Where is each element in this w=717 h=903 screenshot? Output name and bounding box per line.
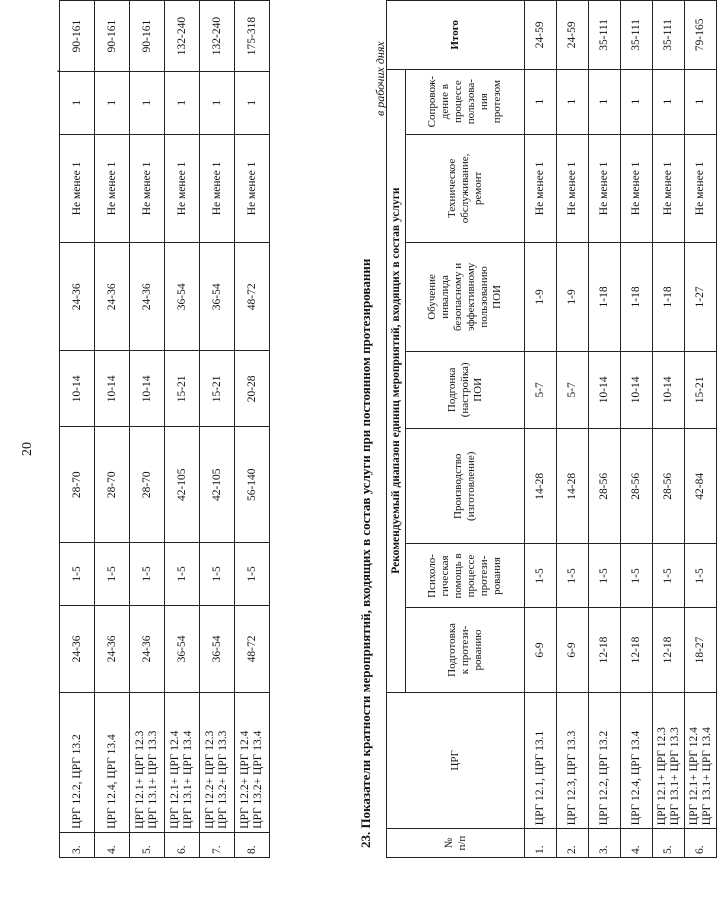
cell-total: 24-59	[557, 1, 589, 70]
cell-prep: 12-18	[653, 608, 685, 692]
crg-line: ЦРГ 12.1+ ЦРГ 12.4	[687, 727, 700, 826]
crg-line: ЦРГ 12.1+ ЦРГ 12.3	[134, 730, 146, 829]
header-prep: Подготовка к протези- рованию	[406, 608, 525, 692]
table-row	[60, 1, 95, 858]
cell-train: 24-36	[95, 243, 130, 351]
cell-num: 5.	[130, 832, 165, 857]
cell-psych: 1-5	[95, 543, 130, 606]
cell-train: 1-27	[685, 243, 717, 351]
cell-total: 90-161	[130, 1, 165, 72]
cell-psych: 1-5	[653, 544, 685, 608]
cell-psych: 1-5	[200, 543, 235, 606]
cell-support: 1	[525, 69, 557, 134]
cell-crg	[525, 692, 557, 829]
cell-crg	[95, 693, 130, 833]
header-production: Производство (изготовление)	[406, 429, 525, 544]
cell-prep: 24-36	[60, 605, 95, 692]
header-support: Сопровож- дение в процессе пользова- ния протезом	[406, 69, 525, 134]
crg-line: ЦРГ 12.4, ЦРГ 13.4	[105, 734, 118, 829]
cell-fit: 10-14	[130, 351, 165, 427]
cell-prep: 36-54	[165, 605, 200, 692]
crg-line: ЦРГ 12.3, ЦРГ 13.3	[566, 730, 578, 826]
cell-psych: 1-5	[685, 544, 717, 608]
header-psych: Психоло- гическая помощь в процессе протези- рования	[406, 544, 525, 608]
cell-num: 5.	[653, 829, 685, 858]
cell-prep: 24-36	[130, 605, 165, 692]
cell-total: 35-111	[621, 1, 653, 70]
header-total: Итого	[387, 1, 525, 70]
cell-prod: 14-28	[557, 429, 589, 544]
cell-fit: 15-21	[165, 351, 200, 427]
cell-prod: 28-70	[95, 427, 130, 543]
cell-train: 48-72	[235, 243, 270, 351]
cell-fit: 10-14	[653, 351, 685, 428]
cell-support: 1	[130, 72, 165, 134]
cell-prep: 24-36	[95, 605, 130, 692]
cell-total: 79-165	[685, 1, 717, 70]
header-maintenance: Техническое обслуживание, ремонт	[406, 134, 525, 243]
crg-line: ЦРГ 13.1+ ЦРГ 13.3	[668, 727, 681, 826]
cell-prep: 12-18	[589, 608, 621, 692]
cell-prod: 28-56	[653, 429, 685, 544]
crg-line: ЦРГ 13.1+ ЦРГ 13.4	[700, 727, 713, 826]
cell-crg	[235, 693, 270, 833]
cell-tech: Не менее 1	[165, 134, 200, 243]
cell-tech: Не менее 1	[557, 134, 589, 243]
cell-tech: Не менее 1	[653, 134, 685, 243]
cell-total: 35-111	[589, 1, 621, 70]
cell-train: 1-9	[557, 243, 589, 351]
cell-support: 1	[165, 72, 200, 134]
cell-fit: 10-14	[60, 351, 95, 427]
cell-train: 1-18	[653, 243, 685, 351]
table-row	[685, 1, 717, 858]
header-num: № п/п	[387, 829, 525, 858]
cell-prod: 42-105	[165, 427, 200, 543]
continuation-table	[59, 0, 270, 858]
cell-train: 1-9	[525, 243, 557, 351]
cell-num: 4.	[621, 829, 653, 858]
cell-train: 36-54	[165, 243, 200, 351]
table-row	[235, 1, 270, 858]
cell-psych: 1-5	[621, 544, 653, 608]
cell-prod: 42-105	[200, 427, 235, 543]
crg-line: ЦРГ 12.1+ ЦРГ 12.3	[655, 727, 668, 826]
cell-tech: Не менее 1	[589, 134, 621, 243]
cell-num: 3.	[589, 829, 621, 858]
cell-psych: 1-5	[525, 544, 557, 608]
page-number: 20	[20, 442, 35, 456]
cell-fit: 20-28	[235, 351, 270, 427]
cell-total: 132-240	[165, 1, 200, 72]
cell-train: 1-18	[589, 243, 621, 351]
cell-support: 1	[60, 72, 95, 134]
cell-num: 1.	[525, 829, 557, 858]
crg-line: ЦРГ 12.2+ ЦРГ 12.3	[204, 730, 216, 829]
cell-tech: Не менее 1	[525, 134, 557, 243]
unit-note: в рабочих днях	[373, 41, 387, 116]
cell-crg	[200, 693, 235, 833]
cell-fit: 10-14	[621, 351, 653, 428]
cell-psych: 1-5	[60, 543, 95, 606]
cell-tech: Не менее 1	[685, 134, 717, 243]
cell-prep: 6-9	[525, 608, 557, 692]
header-training: Обучение инвалида безопасному и эффективному пользованию ПОИ	[406, 243, 525, 351]
cell-num: 6.	[165, 832, 200, 857]
crg-line: ЦРГ 12.2, ЦРГ 13.2	[598, 730, 610, 826]
cell-prep: 12-18	[621, 608, 653, 692]
cell-support: 1	[621, 69, 653, 134]
cell-tech: Не менее 1	[200, 134, 235, 243]
multiplicity-table	[386, 0, 717, 858]
table-row	[589, 1, 621, 858]
cell-fit: 10-14	[589, 351, 621, 428]
crg-line: ЦРГ 13.1+ ЦРГ 13.3	[147, 730, 159, 829]
cell-num: 6.	[685, 829, 717, 858]
cell-prod: 42-84	[685, 429, 717, 544]
cell-fit: 10-14	[95, 351, 130, 427]
cell-num: 3.	[60, 832, 95, 857]
table-row	[95, 1, 130, 858]
cell-prod: 28-56	[589, 429, 621, 544]
cell-total: 132-240	[200, 1, 235, 72]
cell-prep: 48-72	[235, 605, 270, 692]
table-row	[525, 1, 557, 858]
cell-train: 24-36	[130, 243, 165, 351]
cell-psych: 1-5	[165, 543, 200, 606]
section-title: 23. Показатели кратности мероприятий, входящих в состав услуги при постоянном протезировании	[358, 258, 373, 848]
cell-num: 7.	[200, 832, 235, 857]
crg-line: ЦРГ 12.4, ЦРГ 13.4	[630, 730, 642, 826]
cell-prod: 28-70	[130, 427, 165, 543]
cell-tech: Не менее 1	[621, 134, 653, 243]
cell-prep: 18-27	[685, 608, 717, 692]
crg-line: ЦРГ 13.1+ ЦРГ 13.4	[182, 730, 194, 829]
crg-line: ЦРГ 12.2, ЦРГ 13.2	[70, 734, 83, 829]
header-fitting: Подгонка (настройка) ПОИ	[406, 351, 525, 428]
page-mark: .	[48, 69, 63, 73]
crg-line: ЦРГ 12.1+ ЦРГ 12.4	[169, 730, 181, 829]
cell-support: 1	[557, 69, 589, 134]
cell-crg	[685, 692, 717, 829]
cell-num: 8.	[235, 832, 270, 857]
cell-support: 1	[685, 69, 717, 134]
cell-fit: 5-7	[557, 351, 589, 428]
cell-crg	[589, 692, 621, 829]
cell-crg	[165, 693, 200, 833]
table-row	[165, 1, 200, 858]
cell-support: 1	[235, 72, 270, 134]
table-row	[557, 1, 589, 858]
cell-prod: 28-56	[621, 429, 653, 544]
cell-tech: Не менее 1	[60, 134, 95, 243]
table-row	[200, 1, 235, 858]
cell-num: 4.	[95, 832, 130, 857]
cell-fit: 5-7	[525, 351, 557, 428]
crg-line: ЦРГ 12.2+ ЦРГ 12.4	[239, 730, 251, 829]
cell-train: 1-18	[621, 243, 653, 351]
cell-prod: 28-70	[60, 427, 95, 543]
cell-crg	[557, 692, 589, 829]
cell-tech: Не менее 1	[95, 134, 130, 243]
cell-crg	[60, 693, 95, 833]
table-row	[653, 1, 685, 858]
cell-prod: 56-140	[235, 427, 270, 543]
cell-total: 24-59	[525, 1, 557, 70]
cell-prep: 6-9	[557, 608, 589, 692]
cell-prep: 36-54	[200, 605, 235, 692]
cell-fit: 15-21	[200, 351, 235, 427]
cell-fit: 15-21	[685, 351, 717, 428]
cell-prod: 14-28	[525, 429, 557, 544]
cell-tech: Не менее 1	[130, 134, 165, 243]
cell-support: 1	[653, 69, 685, 134]
cell-support: 1	[200, 72, 235, 134]
cell-total: 35-111	[653, 1, 685, 70]
crg-line: ЦРГ 13.2+ ЦРГ 13.3	[217, 730, 229, 829]
cell-crg	[621, 692, 653, 829]
crg-line: ЦРГ 13.2+ ЦРГ 13.4	[252, 730, 264, 829]
multiplicity-table-body	[525, 1, 717, 858]
cell-total: 90-161	[95, 1, 130, 72]
cell-psych: 1-5	[589, 544, 621, 608]
cell-psych: 1-5	[557, 544, 589, 608]
cell-num: 2.	[557, 829, 589, 858]
cell-tech: Не менее 1	[235, 134, 270, 243]
header-range: Рекомендуемый диапазон единиц мероприятий, входящих в состав услуги	[387, 69, 406, 692]
table-row	[621, 1, 653, 858]
cell-total: 90-161	[60, 1, 95, 72]
cell-total: 175-318	[235, 1, 270, 72]
cell-support: 1	[589, 69, 621, 134]
crg-line: ЦРГ 12.1, ЦРГ 13.1	[534, 730, 546, 826]
cell-crg	[653, 692, 685, 829]
continuation-table-body	[60, 1, 270, 858]
header-crg: ЦРГ	[387, 692, 525, 829]
cell-support: 1	[95, 72, 130, 134]
cell-psych: 1-5	[235, 543, 270, 606]
cell-train: 24-36	[60, 243, 95, 351]
table-row	[130, 1, 165, 858]
cell-crg	[130, 693, 165, 833]
cell-train: 36-54	[200, 243, 235, 351]
cell-psych: 1-5	[130, 543, 165, 606]
